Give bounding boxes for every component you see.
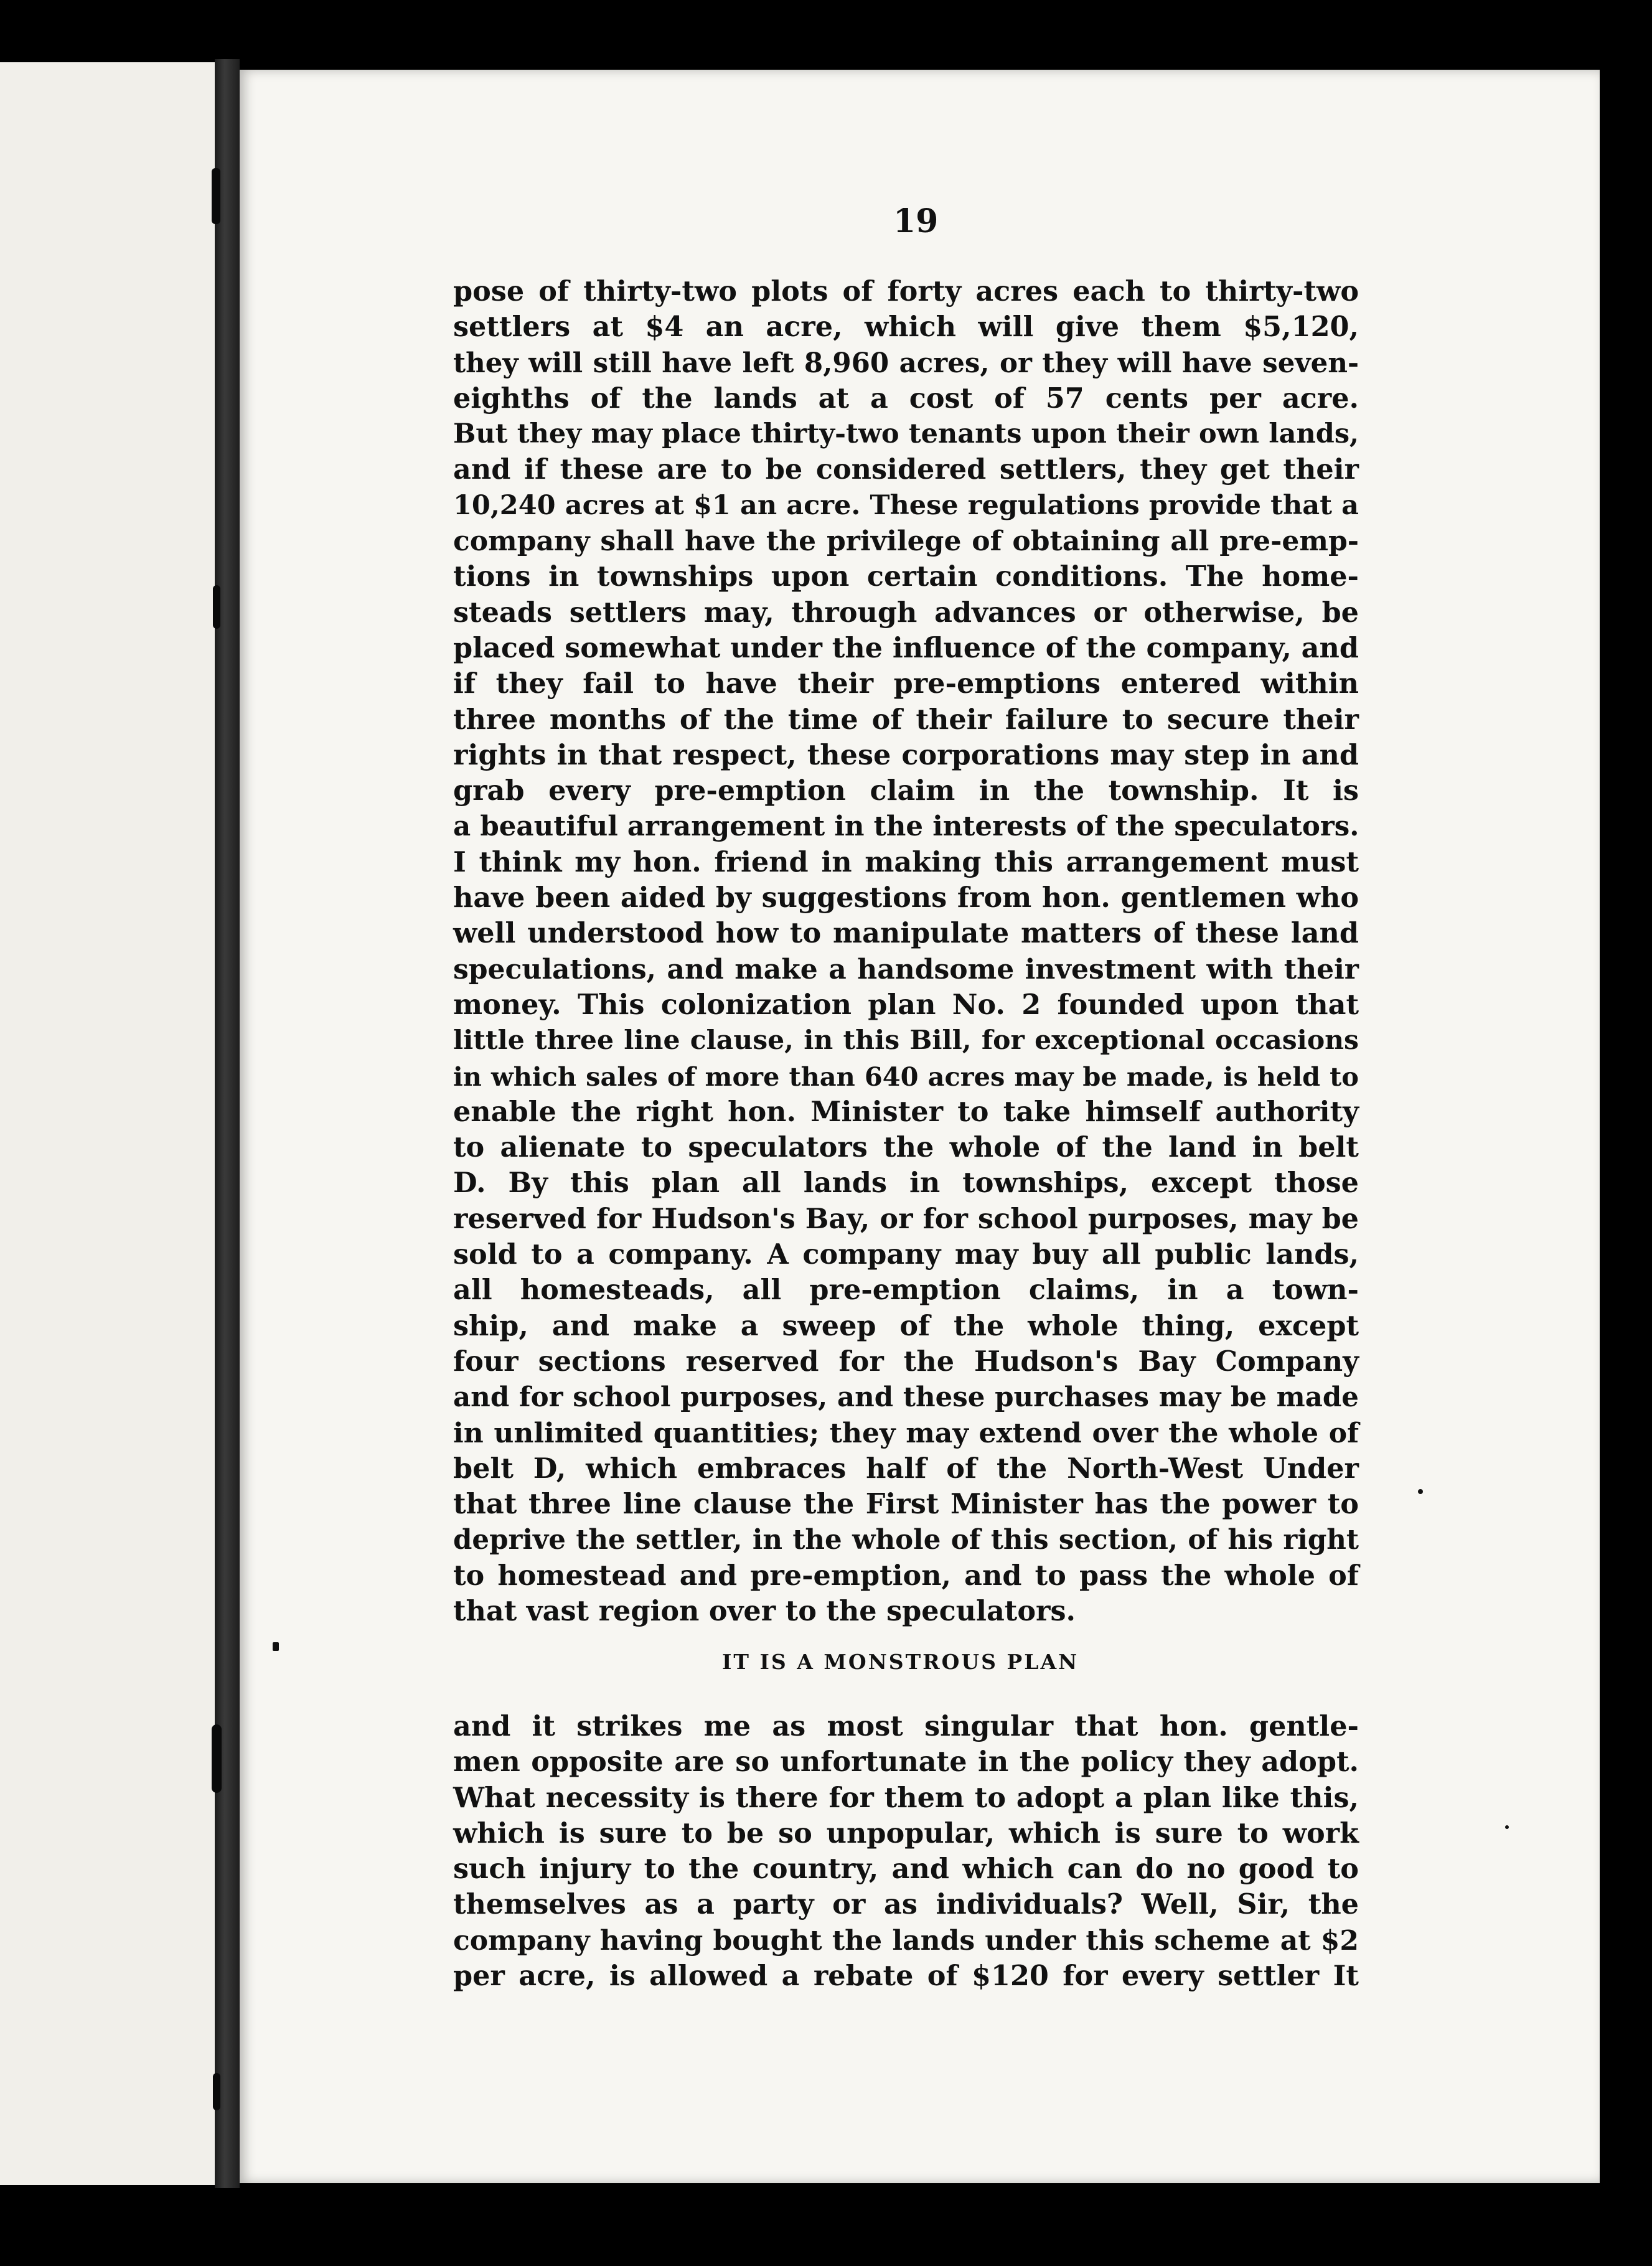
text-line: they will still have left 8,960 acres, or they will have seven- xyxy=(453,347,1359,379)
text-line: tions in townships upon certain conditions. The home- xyxy=(453,560,1359,593)
paper-speck xyxy=(1505,1825,1509,1829)
binding-mark xyxy=(212,1724,222,1793)
text-line: placed somewhat under the influence of the company, and xyxy=(453,631,1359,664)
body-paragraph-2 xyxy=(453,1709,1359,1994)
text-line: to homestead and pre-emption, and to pass the whole of xyxy=(453,1559,1359,1592)
text-line: settlers at $4 an acre, which will give them $5,120, xyxy=(453,311,1359,344)
text-line: ship, and make a sweep of the whole thing, except xyxy=(453,1309,1359,1342)
binding-mark xyxy=(213,585,220,629)
text-line: in unlimited quantities; they may extend over the whole of xyxy=(453,1417,1359,1449)
text-line: money. This colonization plan No. 2 founded upon that xyxy=(453,988,1359,1021)
text-line: that three line clause the First Minister has the power to xyxy=(453,1488,1359,1521)
text-line: and it strikes me as most singular that hon. gentle- xyxy=(453,1710,1359,1742)
facing-blank-page xyxy=(0,62,217,2185)
text-line: company having bought the lands under this scheme at $2 xyxy=(453,1924,1359,1957)
text-line: three months of the time of their failure to secure their xyxy=(453,703,1359,736)
text-line: four sections reserved for the Hudson's Bay Company xyxy=(453,1345,1359,1378)
text-line: such injury to the country, and which can do no good to xyxy=(453,1853,1359,1886)
text-line: and if these are to be considered settlers, they get their xyxy=(453,453,1359,486)
text-line: D. By this plan all lands in townships, except those xyxy=(453,1167,1359,1200)
text-line: What necessity is there for them to adopt a plan like this, xyxy=(453,1781,1359,1814)
binding-mark xyxy=(213,2073,220,2110)
text-line: eighths of the lands at a cost of 57 cents per acre. xyxy=(453,382,1359,415)
text-line: have been aided by suggestions from hon. gentlemen who xyxy=(453,881,1359,914)
text-line: if they fail to have their pre-emptions entered within xyxy=(453,667,1359,700)
text-line: little three line clause, in this Bill, for exceptional occasions xyxy=(453,1025,1359,1056)
text-line: per acre, is allowed a rebate of $120 for every settler It xyxy=(453,1960,1359,1993)
body-paragraph-1 xyxy=(453,274,1359,1629)
section-heading: IT IS A MONSTROUS PLAN xyxy=(722,1650,1079,1674)
binding-mark xyxy=(212,168,220,224)
text-line: enable the right hon. Minister to take himself authority xyxy=(453,1095,1359,1128)
paper-speck xyxy=(273,1642,279,1651)
paper-speck xyxy=(1418,1489,1423,1494)
text-line: speculations, and make a handsome investment with their xyxy=(453,953,1359,985)
text-line: all homesteads, all pre-emption claims, in a town- xyxy=(453,1274,1359,1307)
text-line: deprive the settler, in the whole of this section, of his right xyxy=(453,1524,1359,1556)
page-number: 19 xyxy=(893,202,939,240)
text-line: and for school purposes, and these purchases may be made xyxy=(453,1381,1359,1414)
text-line: steads settlers may, through advances or otherwise, be xyxy=(453,596,1359,629)
text-line: in which sales of more than 640 acres may be made, is held to xyxy=(453,1061,1359,1092)
text-line: a beautiful arrangement in the interests of the speculators. xyxy=(453,811,1359,843)
text-line: sold to a company. A company may buy all public lands, xyxy=(453,1238,1359,1271)
text-line: themselves as a party or as individuals? Well, Sir, the xyxy=(453,1888,1359,1921)
text-line: pose of thirty-two plots of forty acres each to thirty-two xyxy=(453,275,1359,308)
text-line: 10,240 acres at $1 an acre. These regulations provide that a xyxy=(453,489,1359,521)
text-line: well understood how to manipulate matters of these land xyxy=(453,917,1359,950)
text-line: reserved for Hudson's Bay, or for school purposes, may be xyxy=(453,1202,1359,1235)
text-line: rights in that respect, these corporations may step in and xyxy=(453,738,1359,771)
text-line: grab every pre-emption claim in the township. It is xyxy=(453,774,1359,807)
text-line: men opposite are so unfortunate in the policy they adopt. xyxy=(453,1746,1359,1779)
text-line: that vast region over to the speculators. xyxy=(453,1594,1076,1627)
text-line: to alienate to speculators the whole of the land in belt xyxy=(453,1131,1359,1164)
text-line: belt D, which embraces half of the North-West Under xyxy=(453,1452,1359,1485)
text-line: company shall have the privilege of obtaining all pre-emp- xyxy=(453,525,1359,558)
text-line: which is sure to be so unpopular, which is sure to work xyxy=(453,1817,1359,1850)
book-gutter xyxy=(215,59,240,2188)
text-line: But they may place thirty-two tenants upon their own lands, xyxy=(453,418,1359,450)
text-line: I think my hon. friend in making this arrangement must xyxy=(453,845,1359,878)
